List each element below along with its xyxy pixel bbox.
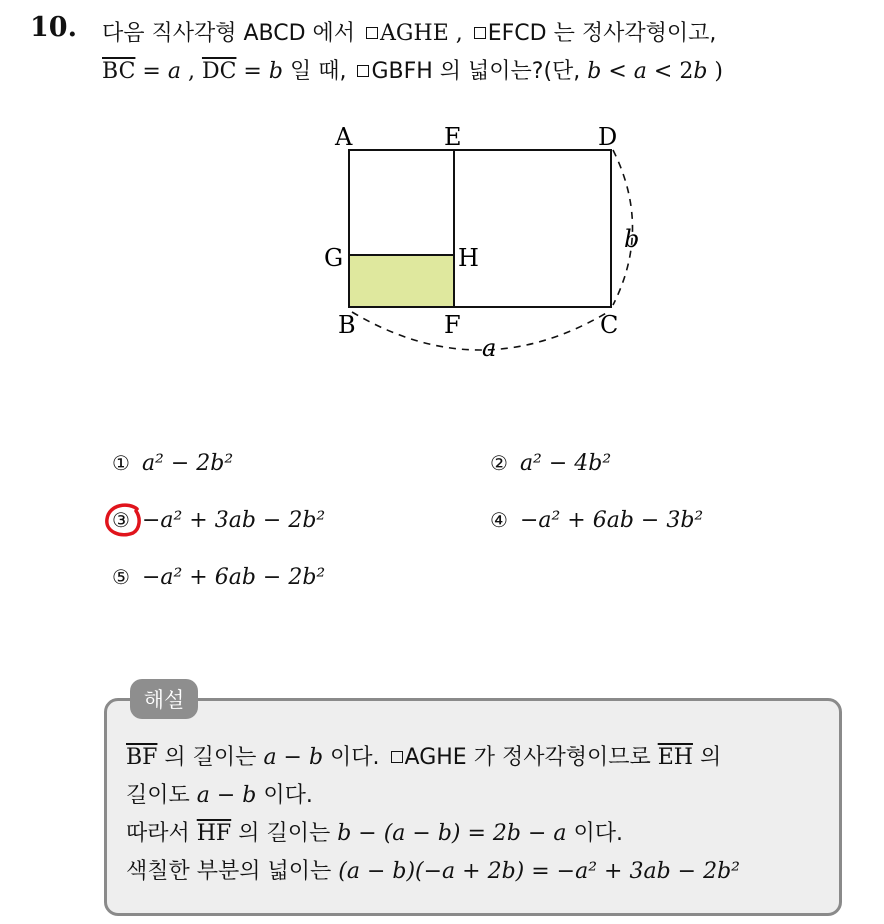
- solution-line-2: [126, 778, 313, 809]
- var-b: b: [268, 59, 283, 84]
- segment-dc: $\overline{DC}$: [201, 59, 237, 84]
- shaded-square-gbfh: [349, 255, 454, 307]
- cond-lt: <: [601, 59, 634, 84]
- solution-text: 의: [692, 745, 722, 770]
- choice-5[interactable]: [112, 565, 325, 590]
- choice-number: ⑤: [112, 565, 130, 589]
- label-g: G: [324, 244, 344, 272]
- square-name-efcd: EFCD 는 정사각형이고,: [487, 21, 717, 46]
- solution-text: 이다.: [256, 783, 313, 808]
- segment-hf: $\overline{HF}$: [196, 821, 232, 846]
- choice-number: ①: [112, 451, 130, 475]
- cond-b2: b: [693, 59, 708, 84]
- label-d: D: [598, 123, 618, 151]
- equals: =: [135, 59, 168, 84]
- choice-text: −a² + 6ab − 2b²: [141, 565, 326, 590]
- cond-b: b: [587, 59, 602, 84]
- question-ask: GBFH 의 넓이는?(단,: [371, 59, 588, 84]
- square-name-aghe: AGHE ,: [380, 21, 470, 46]
- choice-number: ②: [490, 451, 508, 475]
- choice-2[interactable]: [490, 451, 611, 476]
- choice-number: ④: [490, 508, 508, 532]
- choice-text: −a² + 3ab − 2b²: [141, 508, 326, 533]
- segment-bc: $\overline{BC}$: [102, 59, 136, 84]
- solution-text: 의 길이는: [231, 821, 338, 846]
- solution-line-3: [126, 816, 623, 847]
- label-e: E: [444, 123, 462, 151]
- question-text: 다음 직사각형 ABCD 에서: [102, 21, 363, 46]
- question-mid: 일 때,: [282, 59, 354, 84]
- square-symbol-icon: [474, 27, 486, 39]
- question-line-2: [102, 54, 723, 85]
- solution-text: 이다.: [323, 745, 387, 770]
- question-number: 10.: [30, 12, 77, 43]
- solution-text: 길이도: [126, 783, 197, 808]
- label-a: A: [335, 123, 353, 151]
- question-line-1: [102, 16, 716, 47]
- expr: a − b: [263, 745, 324, 770]
- answer-circle-mark-icon: [103, 500, 143, 540]
- geometry-figure: [300, 110, 660, 370]
- comma: ,: [180, 59, 202, 84]
- label-b: B: [338, 311, 356, 339]
- choice-number: ③: [112, 508, 130, 532]
- choice-text: −a² + 6ab − 3b²: [519, 508, 704, 533]
- choice-3[interactable]: [112, 508, 325, 533]
- choice-text: a² − 2b²: [141, 451, 234, 476]
- segment-bf: $\overline{BF}$: [126, 745, 158, 770]
- cond-lt2: < 2: [646, 59, 694, 84]
- solution-line-1: [126, 740, 721, 771]
- solution-text: 의 길이는: [157, 745, 264, 770]
- solution-text: 색칠한 부분의 넓이는: [126, 859, 339, 884]
- solution-text: 이다.: [566, 821, 624, 846]
- square-symbol-icon: [357, 65, 369, 77]
- solution-tag: 해설: [130, 679, 198, 719]
- equals: =: [236, 59, 269, 84]
- var-a: a: [167, 59, 181, 84]
- choice-1[interactable]: [112, 451, 233, 476]
- segment-eh: $\overline{EH}$: [657, 745, 693, 770]
- expr: b − (a − b) = 2b − a: [337, 821, 567, 846]
- label-length-a: a: [482, 334, 497, 362]
- dashed-arc-a: [352, 312, 608, 350]
- solution-line-4: [126, 854, 740, 885]
- label-f: F: [444, 311, 461, 339]
- cond-a: a: [633, 59, 647, 84]
- expr: a − b: [196, 783, 257, 808]
- square-symbol-icon: [391, 751, 403, 763]
- solution-text: 따라서: [126, 821, 197, 846]
- cond-close: ): [707, 59, 724, 84]
- choice-4[interactable]: [490, 508, 703, 533]
- solution-text: AGHE 가 정사각형이므로: [404, 745, 658, 770]
- label-length-b: b: [624, 225, 640, 253]
- choice-text: a² − 4b²: [519, 451, 612, 476]
- square-symbol-icon: [366, 27, 378, 39]
- expr: (a − b)(−a + 2b) = −a² + 3ab − 2b²: [338, 859, 740, 884]
- label-h: H: [458, 244, 479, 272]
- label-c: C: [600, 311, 619, 339]
